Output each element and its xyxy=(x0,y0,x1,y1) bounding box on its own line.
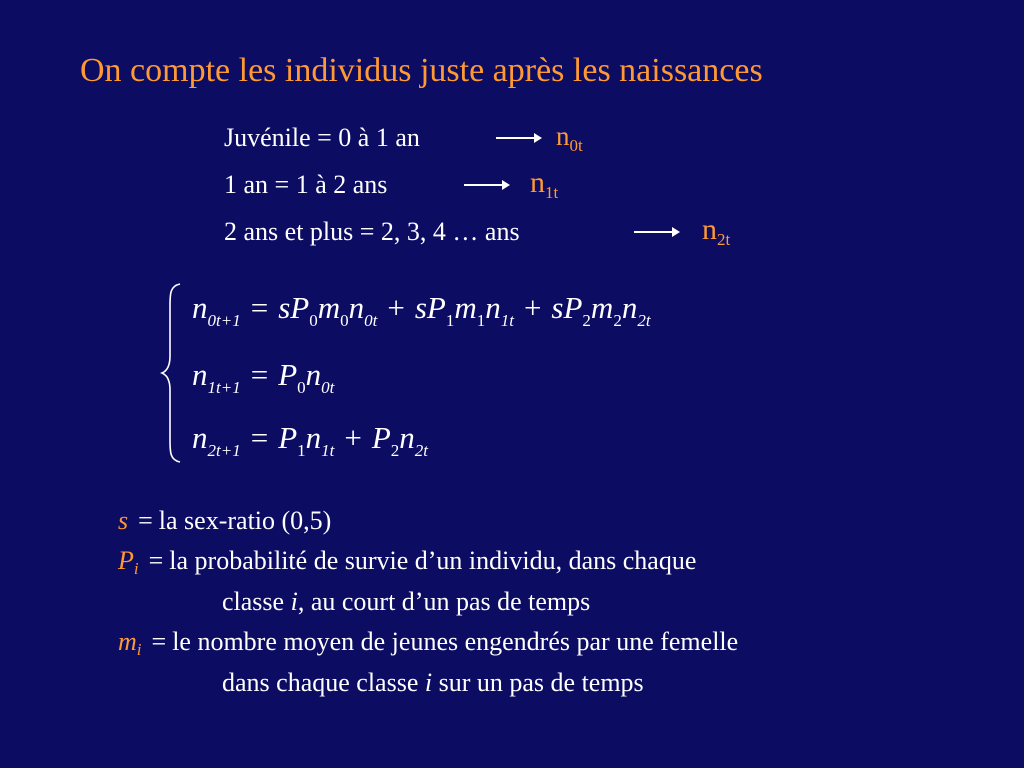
equation-n0: $n_{0t+1} = sP_0m_0n_{0t} + sP_1m_1n_{1t} + sP_2m_2n_{2t}$ xyxy=(192,290,651,330)
equation-n1: $n_{1t+1} = P_0n_{0t}$ xyxy=(192,357,335,397)
age-class-label: Juvénile = 0 à 1 an xyxy=(224,123,420,152)
definition-symbol: $P_i$ xyxy=(118,546,139,578)
equation-n2: $n_{2t+1} = P_1n_{1t} + P_2n_{2t}$ xyxy=(192,420,429,460)
definition-symbol: s xyxy=(118,506,129,535)
arrow-right-icon xyxy=(634,231,678,233)
definition-m: $m_i$ = le nombre moyen de jeunes engendrés par une femelle xyxy=(118,627,739,659)
definition-s: s = la sex-ratio (0,5) xyxy=(118,506,332,535)
definition-text: la probabilité de survie d’un individu, dans chaque xyxy=(169,546,697,575)
left-brace-icon xyxy=(160,282,184,464)
arrow-right-icon xyxy=(464,184,508,186)
age-class-one-year xyxy=(224,166,559,202)
age-class-variable: $n_{2t}$ xyxy=(702,213,731,249)
age-class-adult xyxy=(224,213,731,249)
age-class-label: 2 ans et plus = 2, 3, 4 … ans xyxy=(224,217,520,246)
definition-p: $P_i$ = la probabilité de survie d’un individu, dans chaque xyxy=(118,546,697,578)
age-class-label: 1 an = 1 à 2 ans xyxy=(224,170,388,199)
age-class-variable: $n_{0t}$ xyxy=(556,121,583,155)
definition-m-continuation: dans chaque classe i sur un pas de temps xyxy=(222,668,644,697)
age-class-variable: $n_{1t}$ xyxy=(530,166,559,202)
slide-title: On compte les individus juste après les naissances xyxy=(80,52,763,89)
definition-text: la sex-ratio (0,5) xyxy=(158,506,332,535)
age-class-juvenile xyxy=(224,121,583,155)
definition-symbol: $m_i$ xyxy=(118,627,142,659)
definition-p-continuation: classe i, au court d’un pas de temps xyxy=(222,587,591,616)
arrow-right-icon xyxy=(496,137,540,139)
definition-text: le nombre moyen de jeunes engendrés par une femelle xyxy=(172,627,739,656)
